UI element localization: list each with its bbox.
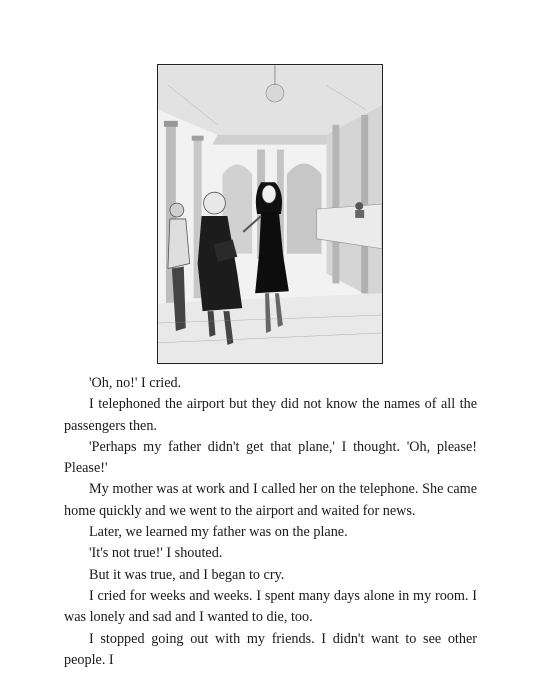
paragraph: Later, we learned my father was on the plane.: [89, 524, 348, 541]
paragraph: I cried for weeks and weeks. I spent many days alone in my room. I was lonely and sad and I wanted to die, too.: [64, 587, 477, 626]
paragraph: 'It's not true!' I shouted.: [89, 545, 223, 562]
paragraph: 'Oh, no!' I cried.: [89, 375, 182, 391]
story-text: [64, 373, 477, 671]
paragraph: But it was true, and I began to cry.: [89, 566, 285, 583]
paragraph: I stopped going out with my friends. I didn't want to see other people. I: [64, 630, 477, 668]
paragraph: I telephoned the airport but they did not know the names of all the passengers then.: [64, 396, 477, 434]
paragraph: 'Perhaps my father didn't get that plane,' I thought. 'Oh, please! Please!': [64, 438, 477, 477]
illustration-airport-hall: [157, 64, 383, 364]
paragraph: My mother was at work and I called her on the telephone. She came home quickly and we went to the airport and waited for news.: [64, 481, 477, 519]
illustration-drawing: [158, 65, 382, 363]
